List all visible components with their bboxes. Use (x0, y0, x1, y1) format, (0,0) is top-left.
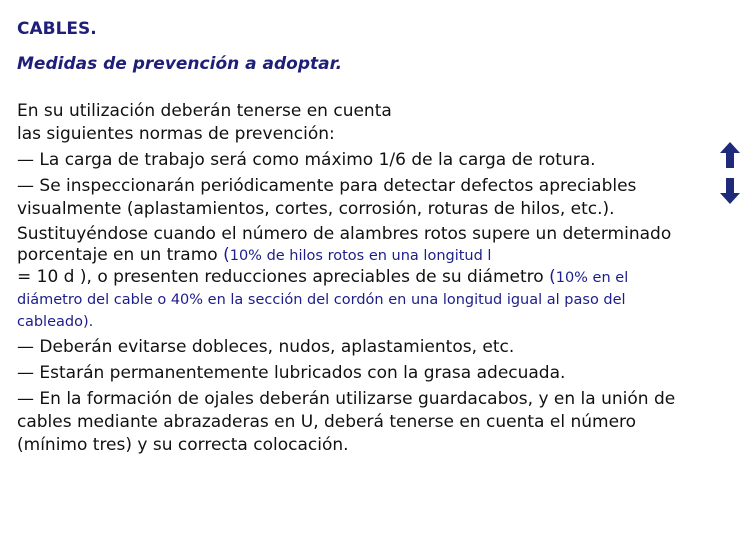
replacement-text-2: = 10 d ), o presenten reducciones apreciables de su diámetro (17, 267, 550, 287)
scroll-arrows (719, 140, 741, 210)
arrow-up-icon[interactable] (719, 140, 741, 170)
page-title: CABLES. (17, 19, 97, 39)
replacement-detail-2: 10% en el diámetro del cable o 40% en la sección del cordón en una longitud igual al paso del cableado (17, 270, 629, 330)
rule-replacement (17, 224, 697, 333)
intro-line-2: las siguientes normas de prevención: (17, 124, 335, 144)
arrow-down-icon[interactable] (719, 176, 741, 206)
paren-open-2: ( (549, 267, 556, 287)
rule-lubrication: — Estarán permanentemente lubricados con la grasa adecuada. (17, 363, 566, 383)
replacement-text-1: Sustituyéndose cuando el número de alambres rotos supere un determinado porcentaje en un tramo (17, 224, 672, 265)
intro-paragraph (17, 100, 697, 146)
rule-inspection: — Se inspeccionarán periódicamente para detectar defectos apreciables visualmente (aplastamientos, cortes, corrosión, roturas de hilos, etc.). (17, 176, 637, 219)
replacement-detail-1: 10% de hilos rotos en una longitud l (229, 248, 492, 264)
page-subtitle: Medidas de prevención a adoptar. (17, 54, 343, 74)
document-body (17, 100, 697, 459)
rule-bends: — Deberán evitarse dobleces, nudos, aplastamientos, etc. (17, 337, 515, 357)
paren-open-1: ( (223, 245, 230, 265)
rule-load: — La carga de trabajo será como máximo 1/6 de la carga de rotura. (17, 150, 596, 170)
intro-line-1: En su utilización deberán tenerse en cuenta (17, 101, 392, 121)
rule-eyelets: — En la formación de ojales deberán utilizarse guardacabos, y en la unión de cables mediante abrazaderas en U, deberá tenerse en cuenta el número (mínimo tres) y su correcta colocación. (17, 389, 676, 455)
replacement-end: ). (82, 314, 94, 330)
